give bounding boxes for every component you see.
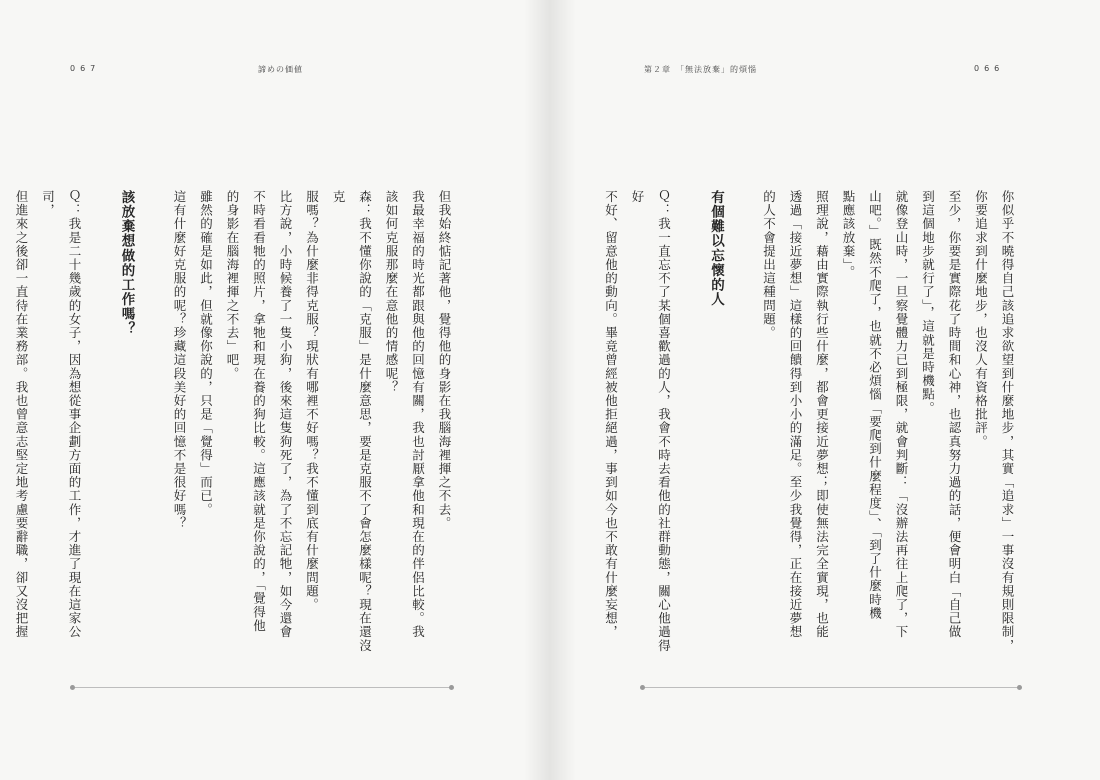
text-line: Ｑ：我是二十幾歲的女子，因為想從事企劃方面的工作，才進了現在這家公司， xyxy=(40,190,82,639)
text-line: 的身影在腦海裡揮之不去」吧。 xyxy=(225,190,240,381)
text-line: 至少，你要是實際花了時間和心神，也認真努力過的話，便會明白「自己做 xyxy=(947,190,962,639)
text-line: 山吧。」既然不爬了，也就不必煩惱「要爬到什麼程度」、「到了什麼時機 xyxy=(867,190,883,621)
text-line: 我最幸福的時光都跟與他的回憶有關，我也討厭拿他和現在的伴侶比較。我 xyxy=(410,190,426,639)
right-page-text xyxy=(597,190,1020,660)
text-line: 比方說，小時候養了一隻小狗，後來這隻狗死了，為了不忘記牠，如今還會 xyxy=(278,190,293,639)
gutter-shadow xyxy=(550,0,576,780)
paragraph-gap xyxy=(677,190,703,660)
text-line: 但我始終惦記著他，覺得他的身影在我腦海裡揮之不去。 xyxy=(437,190,452,530)
right-page-number: 066 xyxy=(974,64,1005,73)
right-footer-rule xyxy=(642,687,1020,688)
text-line: 點應該放棄」。 xyxy=(841,190,856,279)
text-line: 你似乎不曉得自己該追求欲望到什麼地步，其實「追求」一事沒有規則限制， xyxy=(1000,190,1015,653)
text-line: 該如何克服那麼在意他的情感呢？ xyxy=(384,190,399,394)
gutter-shadow xyxy=(524,0,550,780)
text-line: Ｑ：我一直忘不了某個喜歡過的人，我會不時去看他的社群動態，關心他過得好 xyxy=(630,190,672,653)
rule-dot xyxy=(70,685,75,690)
paragraph-gap xyxy=(87,190,113,660)
section-heading: 有個難以忘懷的人 xyxy=(708,190,724,307)
section-heading: 該放棄想做的工作嗎？ xyxy=(118,190,135,336)
text-line: 森：我不懂你說的「克服」是什麼意思，要是克服不了會怎麼樣呢？現在還沒克 xyxy=(331,190,373,653)
left-page-text xyxy=(8,190,458,660)
text-line: 但進來之後卻一直待在業務部。我也曾意志堅定地考慮要辭職，卻又沒把握 xyxy=(14,190,29,639)
text-line: 到這個地步就行了」，這就是時機點。 xyxy=(920,190,936,415)
text-line: 這有什麼好克服的呢？珍藏這段美好的回憶不是很好嗎？ xyxy=(172,190,187,530)
text-line: 不好、留意他的動向。畢竟曾經被他拒絕過，事到如今也不敢有什麼妄想， xyxy=(603,190,619,639)
rule-dot xyxy=(1017,685,1022,690)
text-line: 雖然的確是如此，但就像你說的，只是「覺得」而已。 xyxy=(198,190,214,517)
right-running-title: 第２章 「無法放棄」的煩惱 xyxy=(644,65,757,74)
text-line: 不時看看牠的照片，拿牠和現在養的狗比較。這應該就是你說的，「覺得他 xyxy=(251,190,267,633)
text-line: 服嗎？為什麼非得克服？現狀有哪裡不好嗎？我不懂到底有什麼問題。 xyxy=(304,190,320,612)
rule-dot xyxy=(449,685,454,690)
paragraph-gap xyxy=(729,190,755,660)
text-line: 透過「接近夢想」這樣的回饋得到小小的滿足。至少我覺得，正在接近夢想 xyxy=(788,190,803,639)
text-line: 你要追求到什麼地步，也沒人有資格批評。 xyxy=(973,190,989,449)
left-running-title: 諦めの価値 xyxy=(258,65,303,74)
paragraph-gap xyxy=(140,190,166,660)
rule-dot xyxy=(640,685,645,690)
right-page xyxy=(550,0,1100,780)
left-page-number: 067 xyxy=(70,64,101,73)
text-line: 就像登山時，一旦察覺體力已到極限，就會判斷：「沒辦法再往上爬了，下 xyxy=(894,190,909,639)
text-line: 照理說，藉由實際執行些什麼，都會更接近夢想；即使無法完全實現，也能 xyxy=(814,190,830,639)
text-line: 的人不會提出這種問題。 xyxy=(761,190,777,340)
left-footer-rule xyxy=(72,687,452,688)
